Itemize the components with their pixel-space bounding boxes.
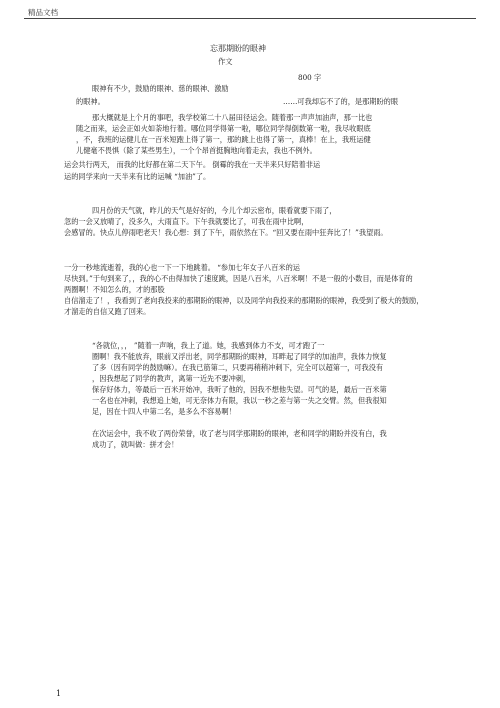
text-line: 运的同学来向一天半来有比的运喊 “加油”了。 (64, 172, 211, 181)
text-line: 那大概就是上个月的事吧，我学校第二十八届田径运会。随着那一声声加油声，那一比也 (92, 113, 373, 122)
text-line: 了多（因有同学的鼓励嘛）。在我已筋第二，只要再稍稍冲刺下，完全可以超第一，可我没有 (92, 363, 384, 372)
text-line: 眼神有不少，鼓励的眼神、慈的眼神、激励 (92, 84, 229, 93)
header-rule (24, 18, 476, 19)
text-line: 足，因在十四人中第二名，是多么不容易啊！ (92, 407, 236, 416)
text-line: 在次运会中，我不收了两份荣誉，收了老与同学那期盼的眼神，老和同学的期盼并没有白，我 (92, 429, 387, 438)
page-header-label: 精品文档 (28, 8, 58, 17)
text-line: 两圈啊！不知怎么的，才的那股 (64, 285, 165, 294)
text-line: 随之而来，运会正如火如荼地行着。哪位同学得第一啦，哪位同学得倒数第一啦，我尽收眼底 (76, 124, 371, 133)
text-line: 会感冒的。快点儿停雨吧老天！我心想：到了下午，雨依然在下。“回又要在雨中狂奔比了！”我望雨。 (64, 228, 388, 237)
text-line: 忽的一会又放晴了，没多久，大雨直下。下午我就要比了，可我在雨中比啊， (64, 217, 309, 226)
document-subtitle: 作文 (218, 57, 233, 66)
text-line: 尽快到。”于句到来了，，我的心不由得加快了速度跳，因是八百米，八百米啊！不是一般的小数目，而是体育的 (64, 274, 413, 283)
text-line: ……可我却忘不了的，是那期盼的眼 (283, 97, 399, 106)
text-line: 一分一秒地流逝着，我的心也一下一下地跳着。 “参加七年女子八百米的运 (64, 263, 300, 272)
text-line: 自信溜走了！，我看到了老向我投来的那期盼的眼神，以及同学向我投来的那期盼的眼神，我受到了极大的鼓励， (64, 296, 424, 305)
page-number: 1 (56, 689, 62, 698)
text-line: 圈啊！我不能放弃，眼前又浮出老，同学那期盼的眼神，耳畔起了同学的加油声，我体力恢复 (92, 352, 387, 361)
text-line: 四月份的天气就，昨儿的天气是好好的，今儿个却云密布，眼看就要下雨了， (92, 206, 337, 215)
text-line: 运会共行两天， 而我的比好都在第二天下午。 倒霉的我在一天半来只好陪着非运 (64, 160, 321, 169)
text-line: 儿健毫不畏惧（除了某些男生），一个个昂首挺胸地向着走去，我也不例外。 (76, 146, 317, 155)
text-line: 才溜走的自信又跑了回来。 (64, 307, 151, 316)
text-line: 成功了，就叫做：拼才会！ (92, 440, 179, 449)
text-line: ，不，我班的运健儿在一百米短跑上得了第一，那的跳上也得了第一，真棒！在上，我班运健 (76, 135, 371, 144)
document-title: 忘那期盼的眼神 (210, 44, 266, 53)
text-line: 的眼神。 (76, 97, 105, 106)
word-count: 800 字 (298, 73, 322, 82)
text-line: 保存好体力，等最后一百米开始冲，我听了他的，因我不想他失望。可气的是，最后一百米第 (92, 385, 387, 394)
text-line: 一名也在冲刺，我想追上她，可无奈体力有限，我以一秒之差与第一失之交臂。然，但我很知 (92, 396, 387, 405)
text-line: ，因我想起了同学的教声，离第一近先不要冲刺， (92, 374, 251, 383)
text-line: “各就位，，， ”随着一声响，我上了道。她，我感到体力不支，可才跑了一 (92, 341, 325, 350)
